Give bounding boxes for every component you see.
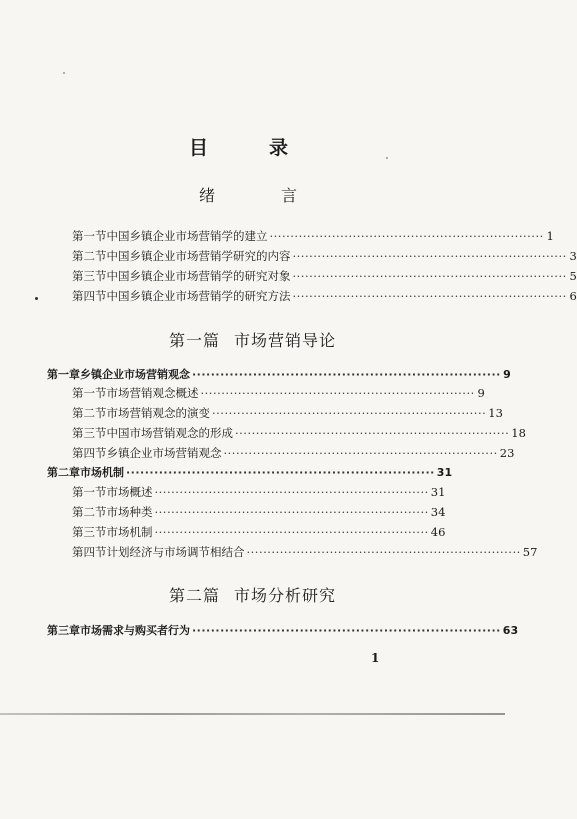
part-heading (0, 328, 505, 351)
page-number: 1 (371, 651, 380, 665)
toc-title-char-2: 录 (269, 137, 291, 159)
section-title: 中国乡镇企业市场营销学的研究方法 (106, 289, 291, 303)
page-ref: 18 (511, 426, 526, 440)
leader-dots: ·································································· (292, 249, 567, 263)
section-number: 第一节 (72, 386, 107, 400)
section-number: 第三节 (72, 269, 107, 283)
toc-entry (72, 248, 577, 266)
page-ref: 63 (502, 624, 519, 637)
section-title: 计划经济与市场调节相结合 (106, 545, 245, 559)
toc-chapter-entry (47, 464, 453, 482)
toc-entry (72, 484, 446, 502)
section-title: 市场种类 (106, 505, 153, 519)
toc-entry (72, 524, 446, 542)
section-title: 市场概述 (106, 485, 153, 499)
page-ref: 6 (569, 289, 577, 303)
section-number: 第四节 (72, 545, 107, 559)
leader-dots: ·································································· (154, 485, 429, 499)
leader-dots: ·································································· (269, 229, 544, 243)
chapter-title: 乡镇企业市场营销观念 (80, 368, 190, 381)
toc-entry (72, 544, 538, 562)
page-ref: 3 (569, 249, 577, 263)
section-title: 乡镇企业市场营销观念 (106, 446, 222, 460)
toc-entry (72, 405, 503, 423)
chapter-number: 第二章 (47, 466, 80, 479)
toc-title-char-1: 目 (189, 137, 211, 159)
page-ref: 9 (477, 386, 485, 400)
section-number: 第二节 (72, 249, 107, 263)
chapter-title: 市场需求与购买者行为 (80, 624, 190, 637)
section-number: 第二节 (72, 406, 107, 420)
page-ref: 57 (522, 545, 538, 559)
leader-dots: ·································································· (292, 269, 567, 283)
page-ref: 9 (503, 368, 511, 381)
scan-edge-line (0, 713, 505, 715)
section-title: 中国乡镇企业市场营销学研究的内容 (106, 249, 291, 263)
page-ref: 13 (488, 406, 503, 420)
scan-speck (63, 72, 65, 74)
leader-dots: ·································································· (292, 289, 567, 303)
toc-entry (72, 385, 485, 403)
section-title: 中国乡镇企业市场营销学的建立 (106, 229, 268, 243)
leader-dots: ·································································· (154, 505, 429, 519)
leader-dots: ·································································· (192, 368, 501, 381)
toc-entry (72, 425, 526, 443)
section-number: 第三节 (72, 525, 107, 539)
scan-speck (35, 297, 38, 300)
toc-entry (72, 268, 577, 286)
toc-entry (72, 228, 554, 246)
toc-entry (72, 445, 515, 463)
section-number: 第一节 (72, 485, 107, 499)
leader-dots: ·································································· (192, 624, 501, 637)
page-ref: 1 (546, 229, 554, 243)
chapter-number: 第三章 (47, 624, 80, 637)
toc-chapter-entry (47, 622, 519, 640)
leader-dots: ·································································· (212, 406, 487, 420)
section-title: 市场营销观念的演变 (106, 406, 210, 420)
chapter-number: 第一章 (47, 368, 80, 381)
page-ref: 5 (569, 269, 577, 283)
chapter-title: 市场机制 (80, 466, 124, 479)
leader-dots: ·································································· (246, 545, 521, 559)
section-title: 中国市场营销观念的形成 (106, 426, 233, 440)
section-number: 第一节 (72, 229, 107, 243)
page-ref: 31 (436, 466, 453, 479)
part-heading (0, 583, 505, 606)
section-number: 第二节 (72, 505, 107, 519)
toc-chapter-entry (47, 366, 511, 384)
section-number: 第四节 (72, 446, 107, 460)
intro-heading-char-2: 言 (281, 186, 298, 205)
section-number: 第三节 (72, 426, 107, 440)
page-ref: 34 (430, 505, 446, 519)
section-title: 市场机制 (106, 525, 153, 539)
leader-dots: ·································································· (154, 525, 429, 539)
toc-entry (72, 504, 446, 522)
scan-speck (386, 157, 388, 159)
section-number: 第四节 (72, 289, 107, 303)
section-title: 中国乡镇企业市场营销学的研究对象 (106, 269, 291, 283)
page-ref: 31 (430, 485, 446, 499)
leader-dots: ·································································· (200, 386, 475, 400)
part-number: 第二篇 (168, 586, 220, 605)
toc-entry (72, 288, 577, 306)
part-title: 市场营销导论 (234, 331, 337, 350)
section-title: 市场营销观念概述 (106, 386, 199, 400)
part-number: 第一篇 (168, 331, 220, 350)
page-ref: 46 (430, 525, 446, 539)
leader-dots: ·································································· (235, 426, 510, 440)
leader-dots: ·································································· (223, 446, 498, 460)
intro-heading-char-1: 绪 (199, 186, 216, 205)
part-title: 市场分析研究 (234, 586, 337, 605)
leader-dots: ·································································· (126, 466, 435, 479)
page-ref: 23 (499, 446, 515, 460)
